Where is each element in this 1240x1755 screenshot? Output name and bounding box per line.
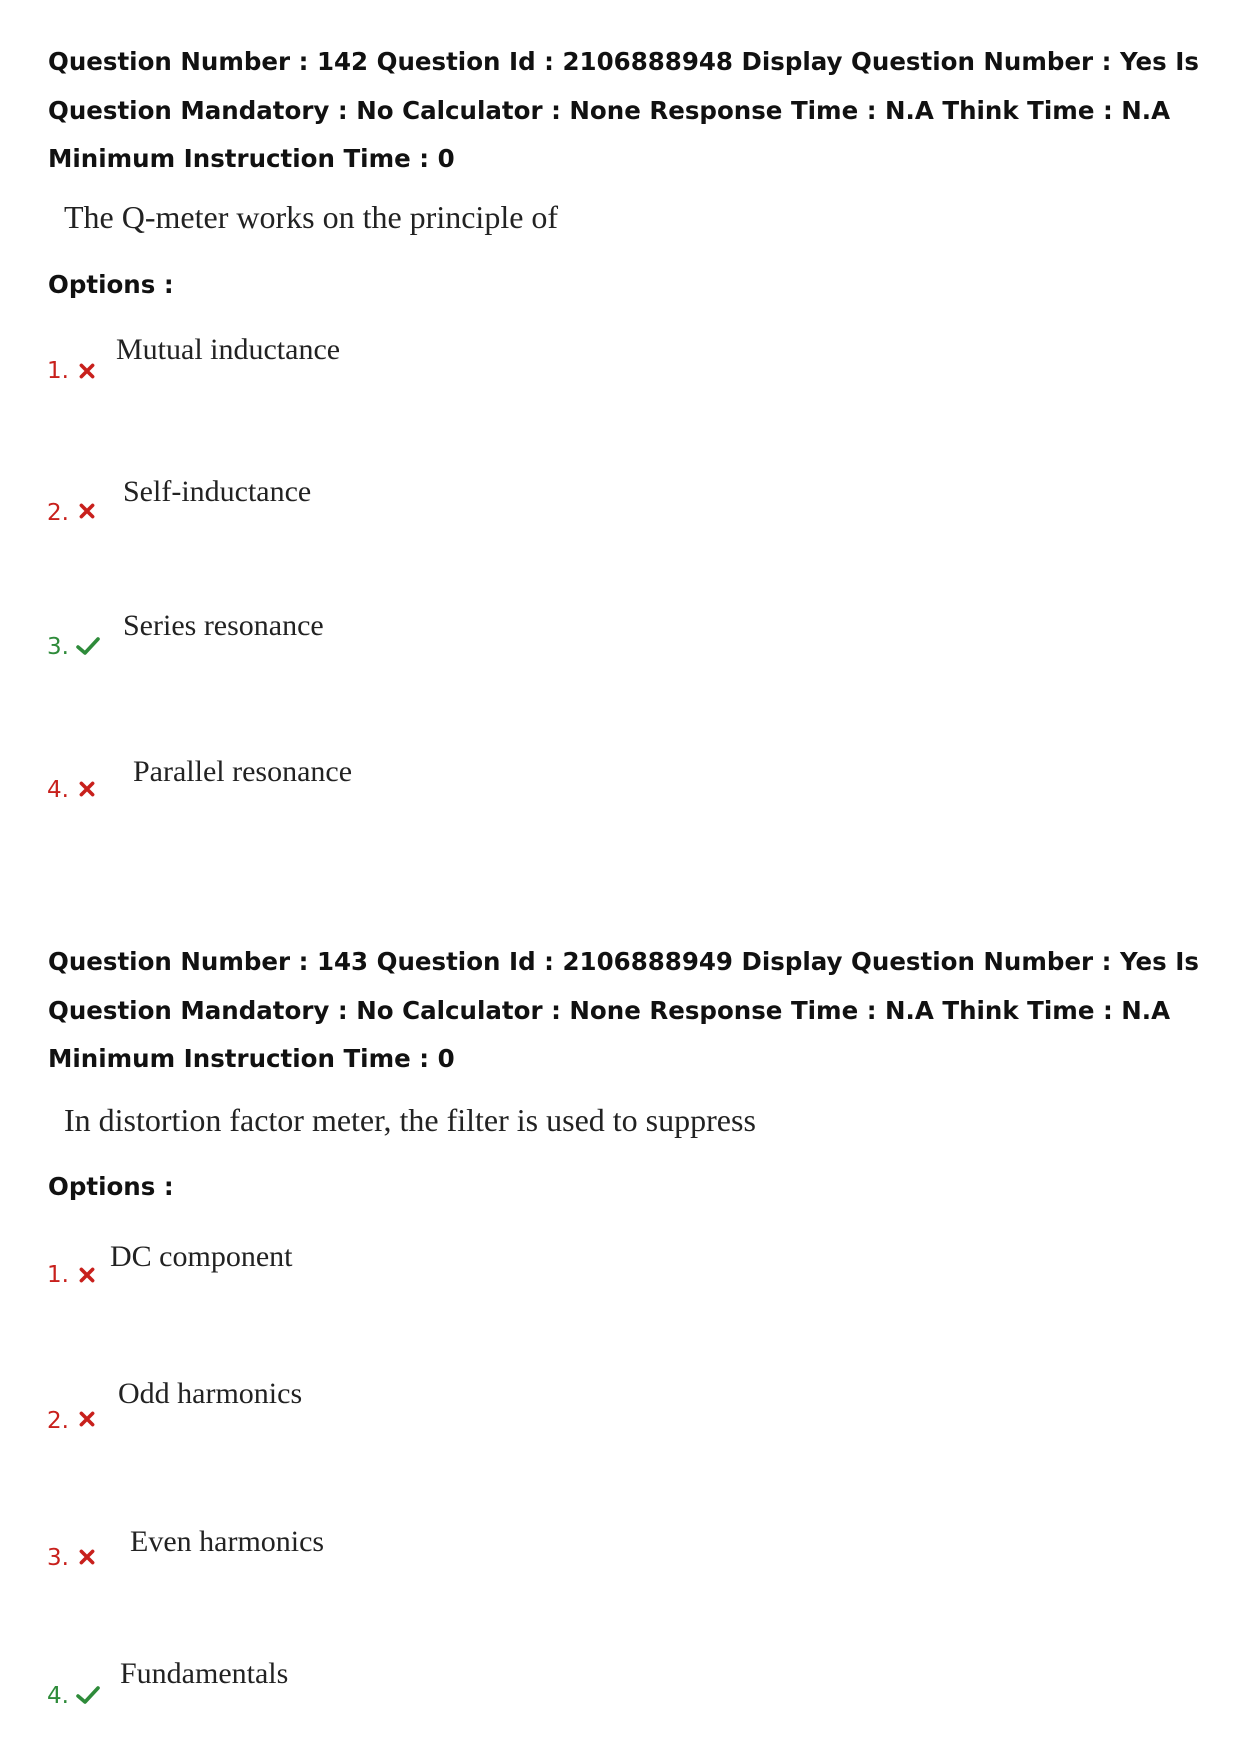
options-label: Options : (48, 1172, 174, 1201)
option-text: Parallel resonance (133, 755, 353, 788)
question-meta: Question Number : 142 Question Id : 2106888948 Display Question Number : Yes Is Question Mandatory : No Calculator : None Response Time : N.A Think Time : N.A Minimum Instruction Time : 0 (48, 47, 1199, 173)
cross-icon (78, 780, 96, 798)
cross-icon (78, 502, 96, 520)
option-number: 2. (47, 1408, 69, 1434)
cross-icon (78, 1548, 96, 1566)
cross-icon (78, 1266, 96, 1284)
option-number: 4. (47, 1683, 69, 1709)
option-text: Even harmonics (130, 1525, 325, 1558)
question-text: The Q-meter works on the principle of (64, 199, 559, 235)
option-number: 3. (47, 634, 69, 660)
check-icon (76, 636, 100, 656)
option-number: 1. (47, 1262, 69, 1288)
option-text: DC component (110, 1240, 293, 1273)
option-text: Fundamentals (120, 1657, 289, 1690)
question-meta: Question Number : 143 Question Id : 2106888949 Display Question Number : Yes Is Question Mandatory : No Calculator : None Response Time : N.A Think Time : N.A Minimum Instruction Time : 0 (48, 947, 1199, 1073)
option-number: 1. (47, 358, 69, 384)
option-number: 4. (47, 777, 69, 803)
option-text: Mutual inductance (116, 333, 341, 366)
options-label: Options : (48, 270, 174, 299)
option-text: Series resonance (123, 609, 324, 642)
option-text: Self-inductance (123, 475, 312, 508)
option-number: 3. (47, 1545, 69, 1571)
cross-icon (78, 362, 96, 380)
option-number: 2. (47, 500, 69, 526)
option-text: Odd harmonics (118, 1377, 303, 1410)
check-icon (76, 1685, 100, 1705)
question-text: In distortion factor meter, the filter is used to suppress (64, 1102, 756, 1138)
cross-icon (78, 1410, 96, 1428)
